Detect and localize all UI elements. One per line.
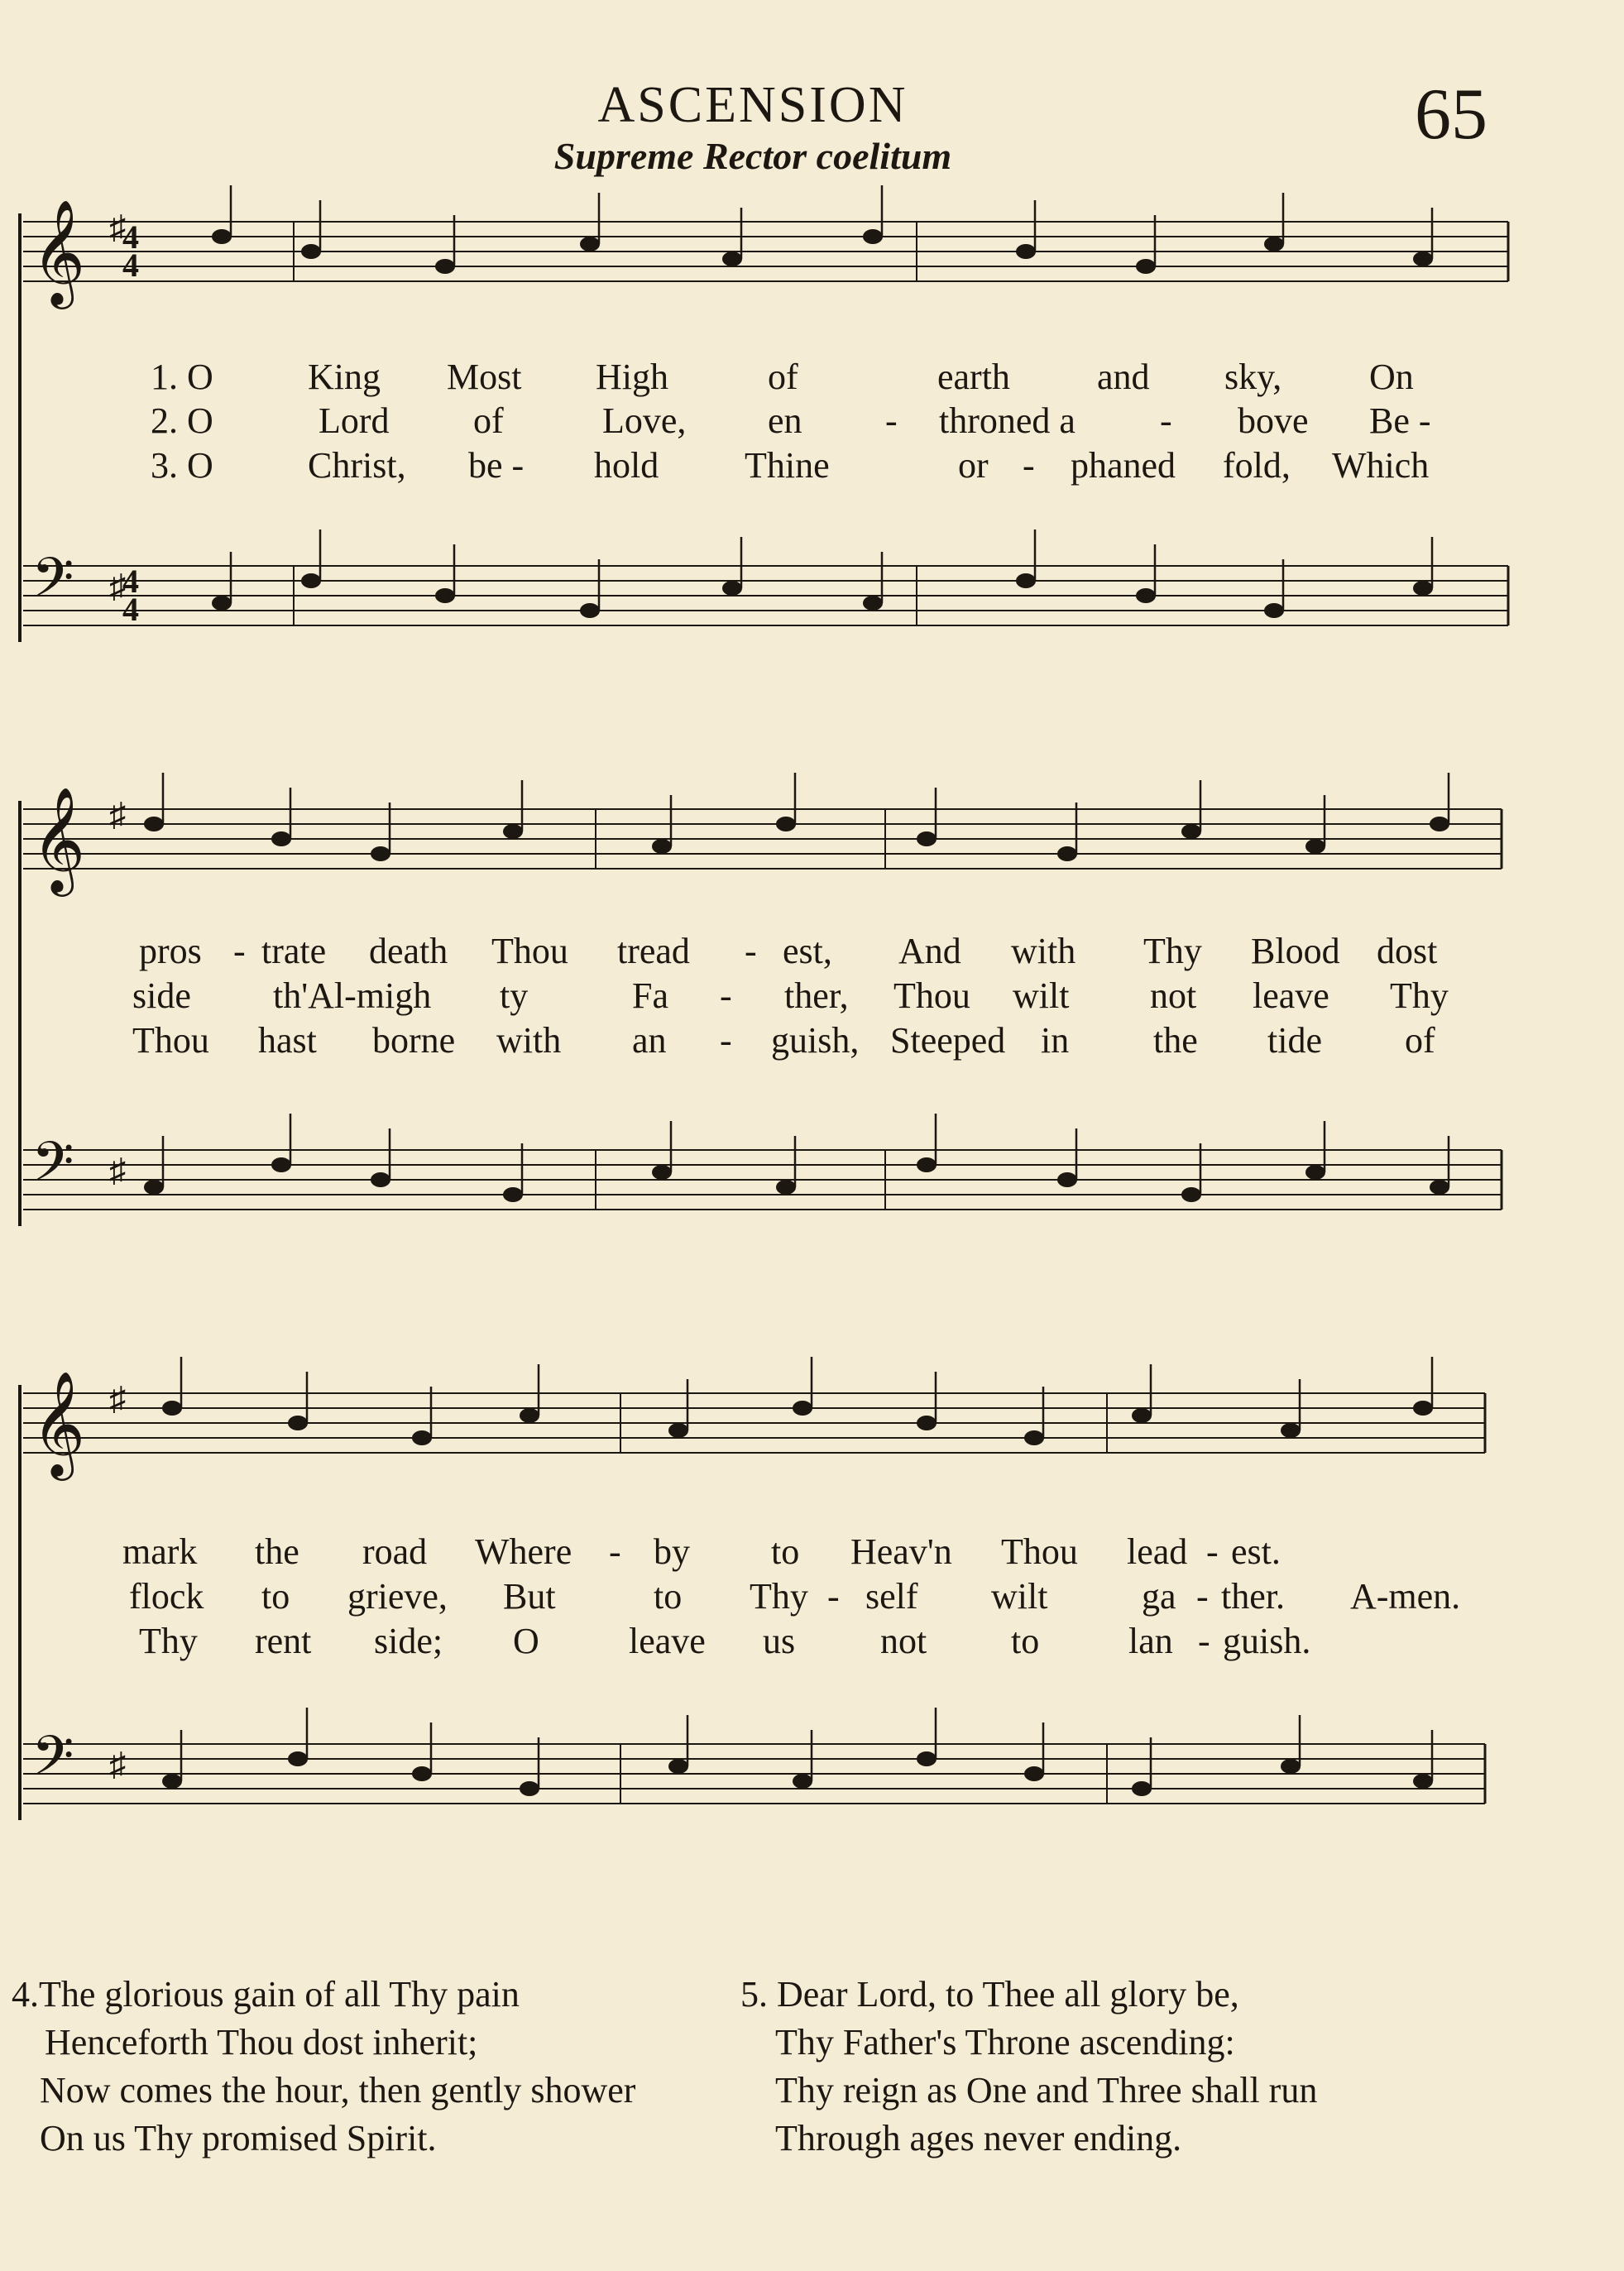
lyric-word: O [513,1621,539,1661]
svg-text:♯: ♯ [109,568,126,605]
lyric-word: Be - [1369,400,1431,441]
lyric-word: - [1160,400,1172,441]
lyric-word: Thy [750,1576,808,1617]
lyric-word: Heav'n [850,1531,952,1572]
svg-text:𝄢: 𝄢 [31,546,74,623]
svg-text:𝄢: 𝄢 [31,1130,74,1207]
lyric-word: an [632,1020,667,1061]
lyric-word: rent [255,1621,312,1661]
verse-line: Thy Father's Throne ascending: [775,2022,1235,2063]
lyric-word: lan [1128,1621,1173,1661]
lyric-word: not [1150,975,1197,1016]
lyric-word: the [1153,1020,1198,1061]
lyric-line [0,1575,1624,1622]
lyric-word: road [362,1531,428,1572]
lyric-word: by [654,1531,690,1572]
verse-4 [12,1971,635,2163]
lyric-word: trate [261,931,327,971]
svg-text:4: 4 [122,247,139,284]
lyric-word: est. [1231,1531,1281,1572]
lyric-word: self [865,1576,918,1617]
lyric-word: dost [1377,931,1438,971]
lyric-word: Most [447,357,522,397]
lyric-word: Love, [602,400,687,441]
lyric-word: fold, [1223,445,1291,486]
svg-text:4: 4 [122,591,139,628]
lyric-word: bove [1238,400,1309,441]
lyric-line [0,1019,1624,1066]
lyric-word: pros [139,931,202,971]
lyric-word: to [261,1576,290,1617]
lyric-word: hold [594,445,659,486]
lyric-word: Steeped [890,1020,1006,1061]
hymn-title: ASCENSION [597,77,908,133]
lyric-word: side [132,975,191,1016]
lyric-word: wilt [991,1576,1048,1617]
verse-line: On us Thy promised Spirit. [40,2118,437,2158]
lyric-word: tread [617,931,690,971]
lyric-word: or [958,445,989,486]
lyric-word: tide [1267,1020,1322,1061]
lyric-word: On [1369,357,1414,397]
lyric-word: ther, [784,975,849,1016]
lyric-word: be - [468,445,525,486]
lyric-word: phaned [1071,445,1176,486]
svg-text:♯: ♯ [109,1380,126,1417]
lyric-word: Thou [1001,1531,1078,1572]
lyric-word: - [233,931,246,971]
svg-text:♯: ♯ [109,796,126,833]
lyric-line [0,930,1624,976]
lyric-line [0,356,1624,402]
lyric-word: est, [783,931,832,971]
lyric-word: hast [258,1020,317,1061]
lyric-word: earth [937,357,1010,397]
lyric-word: - [827,1576,840,1617]
svg-text:♯: ♯ [109,1152,126,1189]
svg-text:♯: ♯ [109,1746,126,1783]
verse-line: 4.The glorious gain of all Thy pain [12,1974,520,2015]
lyric-line [0,1620,1624,1666]
lyric-line [0,975,1624,1021]
lyric-word: lead [1127,1531,1188,1572]
svg-text:𝄞: 𝄞 [31,786,86,892]
lyric-word: throned a [939,400,1075,441]
lyric-word: with [496,1020,562,1061]
lyric-word: Thy [1390,975,1449,1016]
lyric-word: Thine [745,445,830,486]
lyric-word: Thy [1143,931,1202,971]
lyric-word: the [255,1531,299,1572]
lyric-word: Which [1332,445,1430,486]
lyric-word: leave [629,1621,706,1661]
lyric-word: sky, [1224,357,1282,397]
lyric-word: th'Al-migh [273,975,432,1016]
lyric-word: flock [129,1576,204,1617]
svg-text:𝄢: 𝄢 [31,1724,74,1801]
lyric-word: High [596,357,668,397]
svg-text:♯: ♯ [109,208,126,246]
lyric-word: Lord [319,400,390,441]
verse-line: 5. Dear Lord, to Thee all glory be, [740,1974,1239,2015]
lyric-word: Thou [893,975,970,1016]
verse-line: Now comes the hour, then gently shower [40,2070,636,2110]
lyric-word: of [473,400,504,441]
lyric-line [0,444,1624,491]
svg-text:𝄞: 𝄞 [31,1370,86,1476]
lyric-word: leave [1253,975,1329,1016]
lyric-word: guish, [771,1020,860,1061]
lyric-word: Thou [491,931,568,971]
hymn-subtitle: Supreme Rector coelitum [553,135,952,177]
page-number: 65 [1415,74,1487,155]
lyric-line [0,1531,1624,1577]
lyric-word: Thy [139,1621,198,1661]
lyric-word: us [763,1621,796,1661]
svg-text:4: 4 [122,218,139,256]
lyric-word: guish. [1223,1621,1311,1661]
lyric-word: King [308,357,381,397]
lyric-word: ther. [1221,1576,1285,1617]
lyric-word: - [885,400,898,441]
lyric-word: And [898,931,961,971]
lyric-word: Christ, [308,445,406,486]
svg-text:𝄞: 𝄞 [31,199,86,304]
lyric-word: - [1198,1621,1210,1661]
lyric-word: death [369,931,448,971]
lyric-word: side; [374,1621,443,1661]
lyric-word: 3. O [151,445,213,486]
lyric-word: - [720,1020,732,1061]
lyric-word: and [1097,357,1150,397]
lyric-word: with [1011,931,1076,971]
lyric-word: - [720,975,732,1016]
lyric-word: ga [1142,1576,1176,1617]
lyric-word: - [1023,445,1035,486]
lyric-word: to [771,1531,800,1572]
svg-text:4: 4 [122,563,139,600]
lyric-word: en [768,400,802,441]
lyric-word: - [745,931,757,971]
lyric-line [0,400,1624,446]
lyric-word: 2. O [151,400,213,441]
lyric-word: grieve, [347,1576,448,1617]
lyric-word: Blood [1251,931,1340,971]
lyric-word: wilt [1013,975,1070,1016]
lyric-word: to [1011,1621,1040,1661]
lyric-word: - [1206,1531,1219,1572]
lyric-word: to [654,1576,683,1617]
lyric-word: Thou [132,1020,209,1061]
lyric-word: Where [475,1531,572,1572]
lyric-word: 1. O [151,357,213,397]
lyric-word: of [768,357,798,397]
lyric-word: not [880,1621,927,1661]
lyric-word: But [503,1576,556,1617]
verse-line: Henceforth Thou dost inherit; [45,2022,478,2063]
lyric-word: A-men. [1350,1576,1461,1617]
lyric-word: borne [372,1020,456,1061]
lyric-word: mark [122,1531,198,1572]
verse-5 [740,1971,1317,2163]
lyric-word: ty [500,975,529,1016]
lyric-word: - [1196,1576,1209,1617]
verse-line: Thy reign as One and Three shall run [775,2070,1318,2110]
verse-line: Through ages never ending. [775,2118,1182,2158]
lyric-word: - [609,1531,621,1572]
lyric-word: of [1405,1020,1435,1061]
lyric-word: Fa [632,975,668,1016]
lyric-word: in [1041,1020,1070,1061]
